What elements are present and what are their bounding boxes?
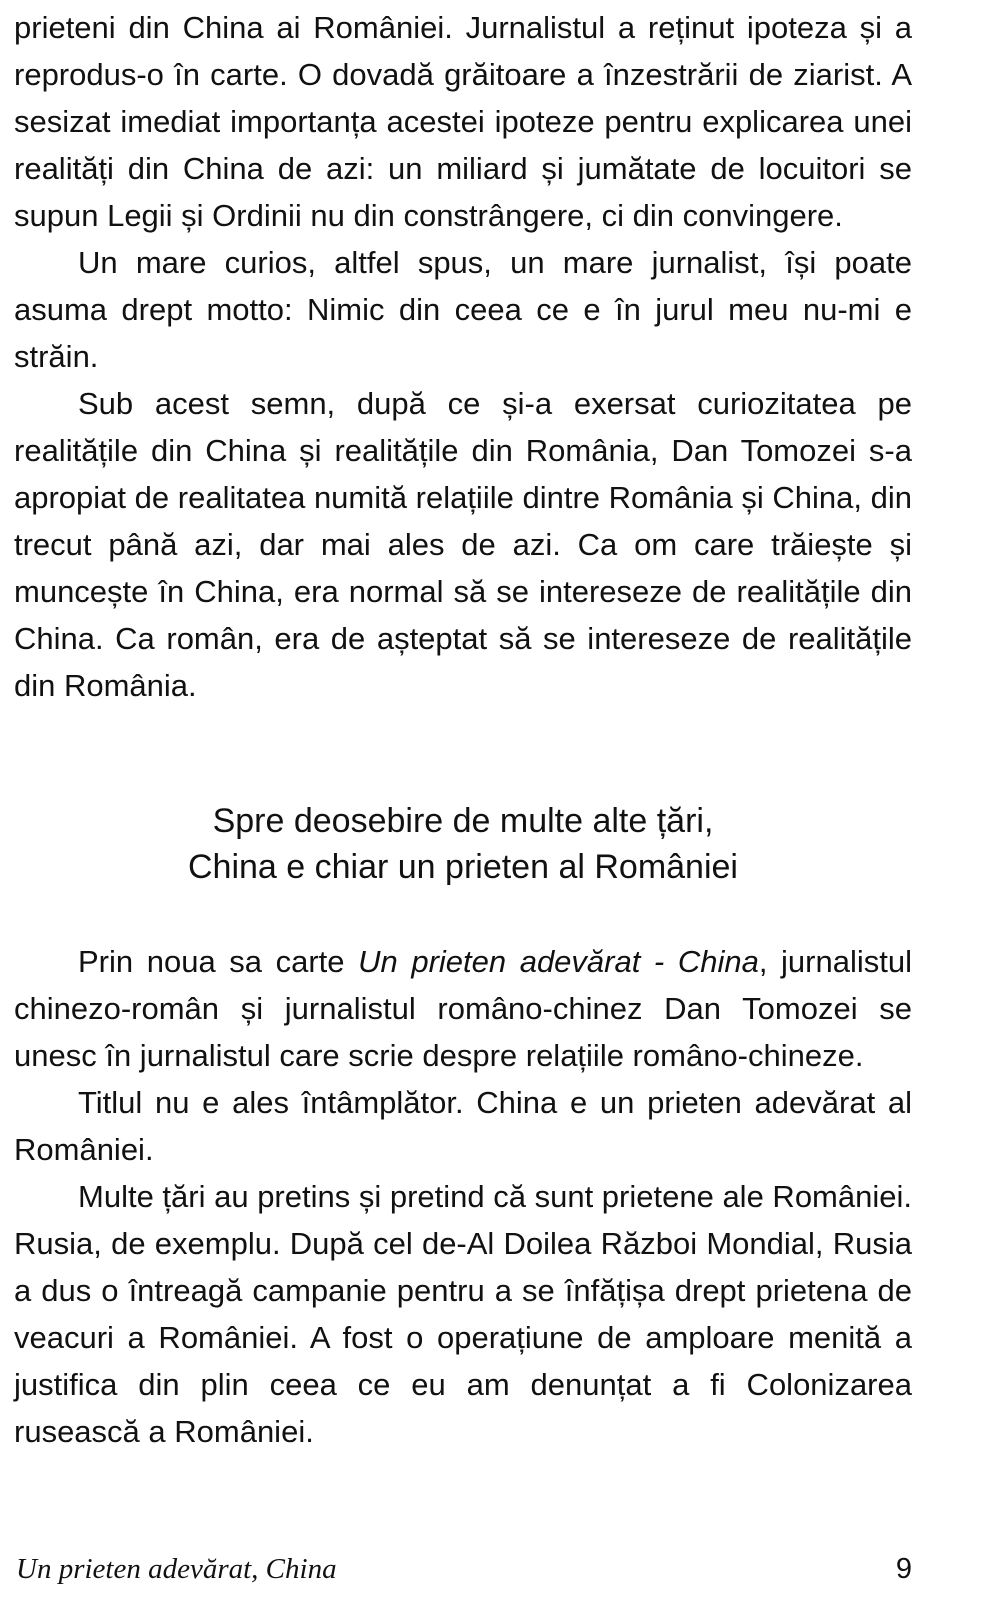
paragraph	[14, 938, 912, 1079]
paragraph: prieteni din China ai României. Jurnalistul a reținut ipoteza și a reprodus-o în carte. O dovadă grăitoare a înzestrării de ziarist. A sesizat imediat importanța acestei ipoteze pentru explicarea unei realități din China de azi: un miliard și jumătate de locuitori se supun Legii și Ordinii nu din constrângere, ci din convingere.	[14, 10, 912, 233]
page-footer	[14, 1550, 912, 1590]
book-title-inline: Un prieten adevărat - China	[358, 944, 759, 979]
paragraph: Un mare curios, altfel spus, un mare jurnalist, își poate asuma drept motto: Nimic din ceea ce e în jurul meu nu-mi e străin.	[14, 245, 912, 374]
paragraph-text: Prin noua sa carte	[78, 944, 359, 979]
section-heading	[14, 798, 912, 890]
paragraph: Titlul nu e ales întâmplător. China e un prieten adevărat al României.	[14, 1085, 912, 1167]
paragraph: Sub acest semn, după ce și-a exersat curiozitatea pe realitățile din China și realitățile din România, Dan Tomozei s-a apropiat de realitatea numită relațiile dintre România și China, din trecut până azi, dar mai ales de azi. Ca om care trăiește și muncește în China, era normal să se intereseze de realitățile din China. Ca român, era de așteptat să se intereseze de realitățile din România.	[14, 386, 912, 703]
heading-line: Spre deosebire de multe alte țări,	[212, 802, 714, 840]
text-section-top	[14, 4, 912, 709]
running-title: Un prieten adevărat, China	[16, 1553, 337, 1585]
heading-line: China e chiar un prieten al României	[188, 848, 738, 886]
paragraph: Multe țări au pretins și pretind că sunt prietene ale României. Rusia, de exemplu. După cel de-Al Doilea Război Mondial, Rusia a dus o întreagă campanie pentru a se înfățișa drept prietena de veacuri a României. A fost o operațiune de amploare menită a justifica din plin ceea ce eu am denunțat a fi Colonizarea rusească a României.	[14, 1179, 912, 1449]
paragraph-text: , jurnalistul chinezo-român și jurnalistul româno-chinez Dan Tomozei se unesc în jurnalistul care scrie despre relațiile româno-chineze.	[14, 944, 912, 1073]
page-number: 9	[895, 1553, 912, 1585]
text-section-bottom	[14, 938, 912, 1455]
